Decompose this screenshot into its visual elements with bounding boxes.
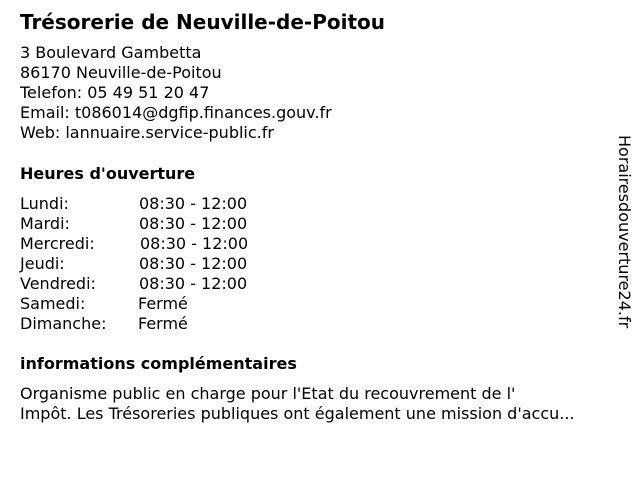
opening-hours xyxy=(20,194,320,334)
hours-heading: Heures d'ouverture xyxy=(20,164,196,183)
hours-time: 08:30 - 12:00 xyxy=(139,214,248,233)
hours-row-friday xyxy=(20,274,320,294)
description-text xyxy=(20,384,630,424)
hours-time: 08:30 - 12:00 xyxy=(139,274,248,293)
hours-row-tuesday xyxy=(20,214,320,234)
hours-day: Dimanche: xyxy=(20,314,107,333)
address-city: 86170 Neuville-de-Poitou xyxy=(20,63,222,82)
address-email: Email: t086014@dgfip.finances.gouv.fr xyxy=(20,103,332,122)
hours-day: Vendredi: xyxy=(20,274,96,293)
hours-row-sunday xyxy=(20,314,320,334)
hours-day: Mercredi: xyxy=(20,234,95,253)
hours-time: 08:30 - 12:00 xyxy=(139,194,248,213)
hours-time: Fermé xyxy=(138,314,188,333)
page-title: Trésorerie de Neuville-de-Poitou xyxy=(20,10,386,34)
description-line: Organisme public en charge pour l'Etat du recouvrement de l' xyxy=(20,384,516,403)
hours-day: Mardi: xyxy=(20,214,70,233)
hours-time: 08:30 - 12:00 xyxy=(140,234,249,253)
description-line: Impôt. Les Trésoreries publiques ont également une mission d'accu... xyxy=(20,404,575,423)
hours-day: Lundi: xyxy=(20,194,69,213)
hours-time: Fermé xyxy=(138,294,188,313)
site-watermark-label: Horairesdouverture24.fr xyxy=(615,135,634,329)
info-heading: informations complémentaires xyxy=(20,354,297,373)
address-phone: Telefon: 05 49 51 20 47 xyxy=(20,83,210,102)
hours-row-saturday xyxy=(20,294,320,314)
hours-day: Samedi: xyxy=(20,294,86,313)
hours-day: Jeudi: xyxy=(20,254,65,273)
address-street: 3 Boulevard Gambetta xyxy=(20,43,202,62)
address-block xyxy=(20,43,332,143)
hours-row-monday xyxy=(20,194,320,214)
hours-row-thursday xyxy=(20,254,320,274)
address-web: Web: lannuaire.service-public.fr xyxy=(20,123,274,142)
hours-time: 08:30 - 12:00 xyxy=(139,254,248,273)
hours-row-wednesday xyxy=(20,234,320,254)
